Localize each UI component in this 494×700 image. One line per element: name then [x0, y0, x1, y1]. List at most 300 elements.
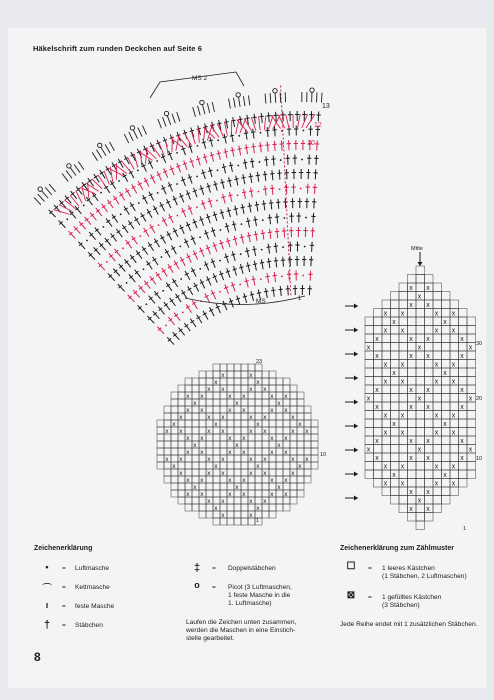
grid-cell — [157, 441, 164, 448]
legend-label: Doppelstäbchen — [228, 565, 276, 572]
grid-cell — [382, 487, 391, 496]
filled-cell-mark: x — [409, 335, 413, 343]
grid-cell — [290, 483, 297, 490]
grid-cell — [290, 490, 297, 497]
grid-cell — [467, 436, 476, 445]
grid-cell — [206, 483, 213, 490]
grid-cell — [467, 470, 476, 479]
legend-label: Luftmasche — [75, 565, 110, 572]
grid-cell — [227, 371, 234, 378]
grid-cell — [220, 490, 227, 497]
stitch-mark — [252, 158, 253, 168]
grid-cell — [213, 385, 220, 392]
grid-cell — [365, 470, 374, 479]
stitch-mark — [267, 127, 268, 137]
filled-cell-mark: x — [242, 406, 246, 414]
stitch-mark — [238, 97, 240, 107]
stitch-mark — [260, 262, 264, 263]
filled-cell-mark: x — [179, 413, 183, 421]
stitch-mark — [182, 290, 187, 298]
stitch-mark — [279, 170, 280, 180]
grid-cell — [311, 455, 318, 462]
chain-dot — [260, 278, 262, 280]
grid-cell — [416, 504, 425, 513]
row-arrow-icon — [354, 424, 358, 429]
stitch-mark — [272, 185, 273, 195]
grid-cell — [450, 445, 459, 454]
filled-cell-mark: x — [207, 427, 211, 435]
filled-cell-mark: x — [409, 301, 413, 309]
grid-cell — [416, 368, 425, 377]
chain-dot — [219, 291, 221, 293]
stitch-mark — [130, 202, 135, 211]
filled-cell-mark: x — [375, 335, 379, 343]
chain-dot — [239, 284, 241, 286]
grid-cell — [408, 496, 417, 505]
filled-cell-mark: x — [193, 441, 197, 449]
grid-cell — [171, 427, 178, 434]
grid-cell — [269, 399, 276, 406]
stitch-mark — [59, 205, 72, 212]
stitch-mark — [180, 257, 185, 266]
filled-cell-mark: x — [443, 318, 447, 326]
stitch-mark — [151, 175, 155, 184]
grid-cell — [227, 483, 234, 490]
grid-cell — [164, 469, 171, 476]
stitch-mark — [193, 251, 197, 260]
grid-cell — [234, 518, 241, 525]
grid-cell — [262, 441, 269, 448]
grid-cell — [442, 326, 451, 335]
picot-mark — [98, 143, 102, 147]
stitch-mark — [239, 146, 241, 156]
legend-label: Kettmasche — [75, 584, 110, 591]
chain-dot — [282, 246, 284, 248]
grid-cell — [416, 453, 425, 462]
stitch-mark — [160, 202, 165, 211]
chain-dot — [162, 290, 164, 292]
filled-cell-mark: x — [298, 420, 302, 428]
grid-cell — [442, 462, 451, 471]
filled-cell-mark: x — [468, 344, 473, 352]
row-12-label: 12 — [314, 122, 322, 129]
grid-cell — [283, 441, 290, 448]
filled-cell-mark: x — [291, 455, 295, 463]
grid-cell — [365, 351, 374, 360]
picot-icon: o — [194, 580, 200, 590]
grid-cell — [269, 504, 276, 511]
stitch-mark — [249, 176, 253, 177]
grid-cell — [290, 385, 297, 392]
filled-cell-mark: x — [270, 392, 274, 400]
filled-cell-mark: x — [409, 505, 413, 513]
grid-cell — [248, 441, 255, 448]
grid-cell — [365, 368, 374, 377]
stitch-mark — [156, 274, 160, 277]
filled-cell-mark: x — [426, 437, 430, 445]
grid-cell — [206, 378, 213, 385]
stitch-mark — [226, 223, 229, 233]
stitch-mark — [206, 216, 210, 217]
stitch-mark — [265, 186, 266, 196]
grid-cell — [416, 317, 425, 326]
filled-cell-mark: x — [186, 490, 190, 498]
grid-cell — [399, 419, 408, 428]
grid-cell — [276, 455, 283, 462]
grid-cell — [416, 309, 425, 318]
stitch-mark — [167, 115, 170, 124]
chain-dot — [139, 235, 141, 237]
grid-cell — [255, 455, 262, 462]
grid-cell — [269, 462, 276, 469]
grid-cell — [276, 497, 283, 504]
grid-cell — [178, 476, 185, 483]
stitch-mark — [173, 228, 177, 237]
stitch-mark — [247, 248, 249, 258]
grid-cell — [171, 476, 178, 483]
filled-cell-mark: x — [383, 310, 388, 318]
grid-cell — [304, 476, 311, 483]
grid-cell — [269, 413, 276, 420]
stitch-mark — [273, 156, 274, 166]
grid-cell — [311, 427, 318, 434]
grid-cell — [459, 326, 468, 335]
grid-cell — [416, 462, 425, 471]
grid-cell — [185, 378, 192, 385]
grid-cell — [425, 479, 434, 488]
filled-cell-mark: x — [249, 427, 253, 435]
grid-cell — [220, 364, 227, 371]
grid-cell — [227, 378, 234, 385]
filled-cell-mark: x — [228, 434, 232, 442]
stitch-mark — [196, 159, 200, 160]
grid-cell — [262, 483, 269, 490]
grid-cell — [262, 392, 269, 399]
stitch-mark — [223, 137, 227, 138]
grid-cell — [450, 351, 459, 360]
filled-cell-mark: x — [284, 476, 288, 484]
stitch-mark — [229, 192, 231, 202]
filled-cell-mark: x — [235, 399, 239, 407]
chain-dot — [176, 152, 178, 154]
grid-cell — [178, 462, 185, 469]
grid-cell — [171, 434, 178, 441]
stitch-mark — [212, 259, 216, 268]
stitch-mark — [123, 173, 128, 182]
grid-cell — [442, 360, 451, 369]
grid-cell — [450, 487, 459, 496]
stitch-mark — [202, 169, 205, 179]
stitch-mark — [188, 177, 192, 179]
grid-cell — [442, 496, 451, 505]
stitch-mark — [203, 157, 207, 158]
stitch-mark — [232, 282, 235, 291]
stitch-mark — [277, 214, 278, 224]
grid-cell — [399, 334, 408, 343]
grid-cell — [433, 419, 442, 428]
grid-cell — [467, 351, 476, 360]
grid-cell — [234, 420, 241, 427]
grid-cell — [450, 368, 459, 377]
filled-cell-mark: x — [400, 429, 405, 437]
grid-cell — [199, 413, 206, 420]
grid-cell — [185, 462, 192, 469]
grid-cell — [297, 476, 304, 483]
grid-cell — [416, 479, 425, 488]
grid-cell — [391, 487, 400, 496]
stitch-mark — [226, 271, 230, 272]
filled-cell-mark: x — [221, 511, 225, 519]
grid-cell — [365, 385, 374, 394]
grid-cell — [192, 413, 199, 420]
grid-cell — [220, 420, 227, 427]
chain-dot — [156, 160, 158, 162]
stitch-mark — [285, 198, 286, 208]
stitch-mark — [233, 221, 235, 231]
stitch-mark — [248, 232, 250, 242]
grid-cell — [382, 419, 391, 428]
grid-cell — [408, 479, 417, 488]
stitch-mark — [236, 298, 240, 299]
stitch-mark — [197, 128, 201, 129]
chain-dot — [161, 256, 163, 258]
grid-cell — [391, 360, 400, 369]
count-legend-heading: Zeichenerklärung zum Zählmuster — [340, 545, 454, 552]
stitch-mark — [318, 111, 319, 121]
stitch-mark — [310, 271, 311, 281]
grid-cell — [399, 453, 408, 462]
grid-cell — [255, 448, 262, 455]
grid-cell — [442, 453, 451, 462]
grid-cell — [241, 413, 248, 420]
grid-cell — [234, 371, 241, 378]
stitch-mark — [268, 232, 272, 233]
filled-cell-mark: x — [409, 386, 413, 394]
grid-cell — [459, 411, 468, 420]
grid-cell — [213, 434, 220, 441]
grid-cell — [199, 455, 206, 462]
grid-cell — [450, 334, 459, 343]
mitte-label: Mitte — [411, 246, 423, 252]
filled-cell-mark: x — [460, 335, 464, 343]
grid-cell — [365, 377, 374, 386]
stitch-mark — [275, 243, 276, 253]
filled-cell-mark: x — [460, 403, 464, 411]
grid-cell — [220, 483, 227, 490]
grid-cell — [391, 462, 400, 471]
grid-cell — [399, 317, 408, 326]
stitch-mark — [205, 230, 209, 239]
grid-cell — [408, 419, 417, 428]
row-arrow-icon — [354, 376, 358, 381]
stitch-mark — [316, 155, 317, 165]
stitch-mark — [280, 286, 281, 296]
stitch-mark — [244, 159, 246, 169]
stitch-mark — [251, 291, 254, 301]
stitch-mark — [45, 187, 52, 195]
grid-cell — [241, 483, 248, 490]
grid-cell — [234, 511, 241, 518]
grid-cell — [290, 406, 297, 413]
stitch-mark — [267, 261, 271, 262]
grid-cell — [391, 453, 400, 462]
filled-cell-mark: x — [277, 483, 281, 491]
staebchen-icon: † — [43, 619, 51, 631]
chain-dot — [300, 188, 302, 190]
stitch-mark — [192, 300, 197, 309]
grid-cell — [467, 411, 476, 420]
stitch-mark — [101, 147, 106, 156]
stitch-mark — [277, 228, 278, 238]
stitch-mark — [192, 268, 197, 277]
stitch-mark — [244, 133, 248, 134]
stitch-mark — [261, 113, 262, 123]
grid-cell — [220, 441, 227, 448]
count-legend-note: Jede Reihe endet mit 1 zusätzlichen Stäbchen. — [340, 621, 478, 628]
stitch-mark — [266, 288, 268, 298]
grid-cell — [290, 420, 297, 427]
grid-cell — [382, 470, 391, 479]
grid-cell — [374, 419, 383, 428]
stitch-mark — [92, 152, 97, 160]
filled-cell-mark: x — [186, 476, 190, 484]
grid-cell — [365, 411, 374, 420]
grid-cell — [220, 504, 227, 511]
filled-cell-mark: x — [434, 310, 439, 318]
grid-cell — [283, 413, 290, 420]
grid-cell — [234, 392, 241, 399]
stitch-mark — [200, 279, 204, 288]
stitch-mark — [214, 211, 217, 221]
filled-cell-mark: x — [400, 480, 405, 488]
grid-cell — [416, 385, 425, 394]
stitch-mark — [253, 129, 254, 139]
empty-box-icon: ☐ — [346, 561, 356, 572]
filled-cell-mark: x — [383, 412, 388, 420]
grid-cell — [276, 462, 283, 469]
grid-cell — [192, 448, 199, 455]
stitch-mark — [70, 195, 79, 206]
grid-cell — [290, 476, 297, 483]
grid-cell — [304, 448, 311, 455]
filled-cell-mark: x — [426, 454, 430, 462]
row-1-label: 1 — [298, 296, 302, 302]
stitch-mark — [274, 126, 275, 136]
chain-dot — [258, 191, 260, 193]
stitch-mark — [267, 142, 268, 152]
filled-cell-mark: x — [434, 480, 439, 488]
grid-cell — [206, 462, 213, 469]
grid-cell — [365, 462, 374, 471]
stitch-mark — [134, 154, 138, 168]
filled-cell-mark: x — [249, 455, 253, 463]
grid-cell — [262, 504, 269, 511]
filled-cell-mark: x — [451, 327, 456, 335]
grid-cell — [433, 394, 442, 403]
grid-cell — [262, 490, 269, 497]
stitch-mark — [198, 106, 201, 116]
filled-cell-mark: x — [277, 441, 281, 449]
filled-cell-mark: x — [400, 463, 405, 471]
stitch-mark — [208, 201, 212, 202]
stitch-mark — [251, 146, 255, 147]
stitch-mark — [274, 141, 275, 151]
grid-cell — [234, 434, 241, 441]
chart-labels — [192, 75, 482, 532]
stitch-mark — [230, 298, 234, 307]
filled-cell-mark: x — [417, 344, 422, 352]
grid-cell — [297, 441, 304, 448]
stitch-mark — [144, 178, 149, 187]
grid-cell — [220, 378, 227, 385]
stitch-mark — [74, 164, 80, 172]
stitch-mark — [241, 177, 245, 178]
stitch-mark — [321, 93, 322, 103]
grid-cell — [283, 469, 290, 476]
stitch-mark — [220, 240, 223, 249]
grid-cell — [467, 368, 476, 377]
filled-cell-mark: x — [242, 490, 246, 498]
grid-cell — [399, 436, 408, 445]
filled-cell-mark: x — [392, 420, 396, 428]
stitch-mark — [239, 267, 243, 268]
stitch-mark — [265, 94, 266, 104]
grid-cell — [269, 511, 276, 518]
stitch-mark — [92, 179, 102, 189]
stitch-mark — [138, 128, 142, 137]
grid-cell — [185, 504, 192, 511]
grid-cell — [416, 300, 425, 309]
grid-cell — [433, 504, 442, 513]
filled-cell-mark: x — [291, 469, 295, 477]
grid-cell — [234, 364, 241, 371]
stitch-mark — [105, 144, 110, 153]
filled-cell-mark: x — [193, 399, 197, 407]
grid-cell — [467, 334, 476, 343]
grid-cell — [416, 266, 425, 275]
stitch-mark — [244, 293, 247, 303]
filled-cell-mark: x — [249, 371, 253, 379]
grid-cell — [442, 300, 451, 309]
grid-cell — [164, 406, 171, 413]
stitch-mark — [174, 261, 179, 270]
grid-cell — [416, 360, 425, 369]
filled-cell-mark: x — [270, 406, 274, 414]
grid-cell — [391, 377, 400, 386]
chain-dot — [106, 261, 108, 263]
stitch-mark — [230, 135, 234, 136]
filled-cell-mark: x — [291, 427, 295, 435]
filled-cell-mark: x — [186, 434, 190, 442]
grid-cell — [304, 469, 311, 476]
stitch-mark — [262, 204, 266, 205]
row-arrow-icon — [354, 352, 358, 357]
filled-cell-mark: x — [256, 378, 260, 386]
grid-cell — [248, 476, 255, 483]
grid-cell — [433, 300, 442, 309]
stitch-mark — [223, 194, 226, 204]
filled-box-icon: ⊠ — [346, 590, 356, 601]
stitch-mark — [246, 144, 248, 154]
grid-cell — [433, 368, 442, 377]
stitch-mark — [248, 95, 249, 105]
round-filet-chart — [157, 364, 318, 525]
stitch-mark — [169, 151, 173, 160]
stitch-mark — [258, 146, 262, 147]
stitch-mark — [207, 103, 209, 113]
stitch-mark — [209, 167, 212, 177]
grid-cell — [442, 445, 451, 454]
